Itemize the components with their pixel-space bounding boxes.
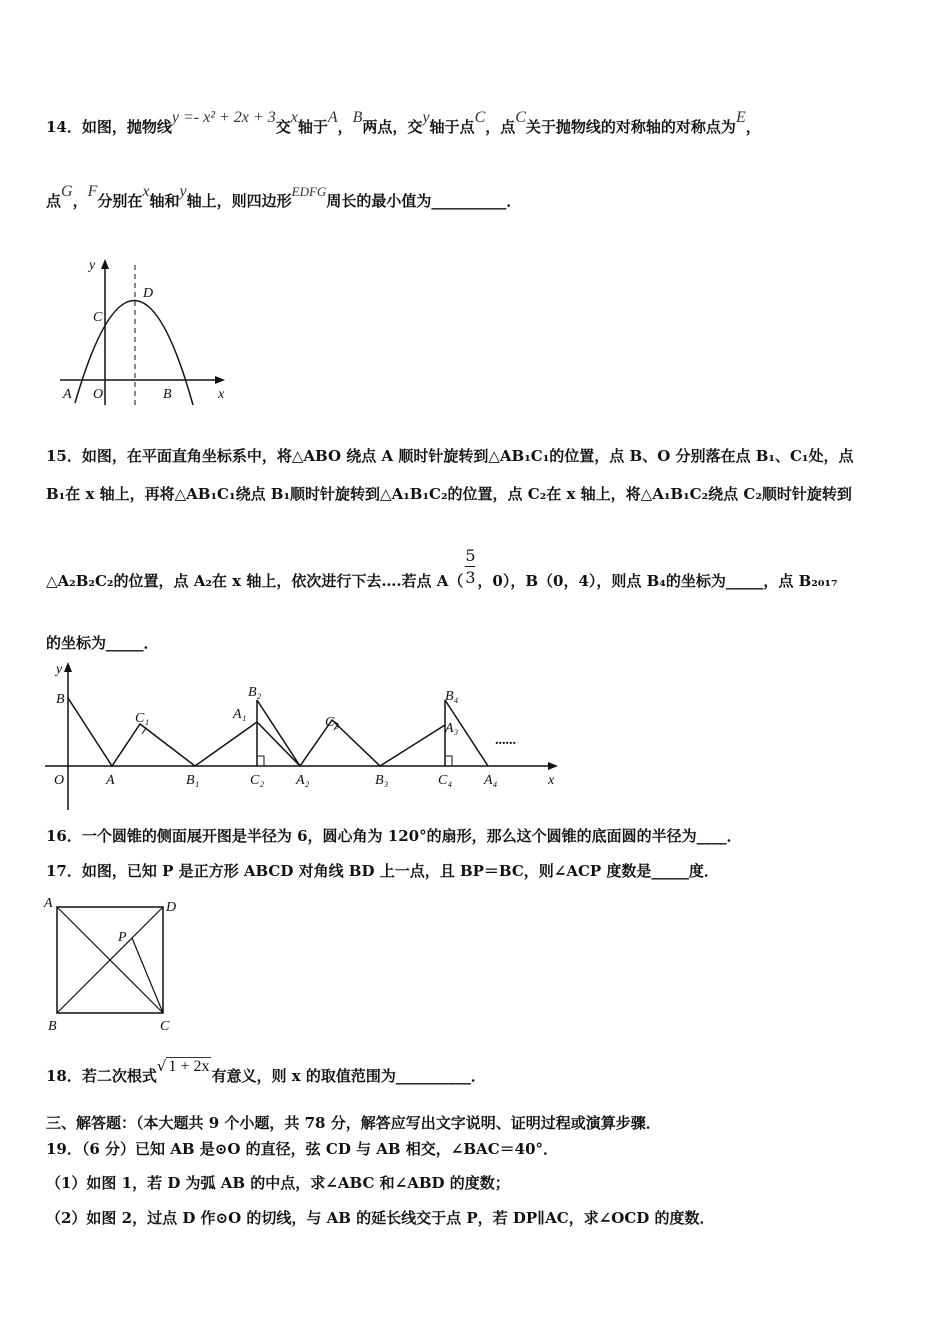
fraction-5-3 [463, 546, 477, 592]
label-C4: C₄ [438, 773, 453, 788]
label-C3: C₃ [325, 715, 340, 730]
sqrt-expression: √ 1 + 2x [156, 1057, 210, 1075]
label-O: O [54, 773, 65, 788]
q14-text: 点 [46, 192, 62, 210]
q18-text [46, 1057, 486, 1086]
q17-text: 17．如图，已知 P 是正方形 ABCD 对角线 BD 上一点，且 BP＝BC，则∠ACP 度数是_____度． [46, 862, 719, 880]
label-x: x [548, 773, 555, 788]
label-ellipsis: ...... [495, 733, 516, 748]
label-x: x [218, 387, 225, 402]
q14-text: 轴和 [149, 192, 180, 210]
x-axis-arrow [215, 376, 225, 384]
q14-var: y [179, 183, 187, 200]
q14-text: 轴于 [297, 118, 328, 136]
label-A: A [63, 387, 72, 402]
label-B3: B₃ [375, 773, 389, 788]
q14-var: G [61, 183, 73, 200]
q14-var: E [735, 109, 746, 126]
q14-var: x [290, 109, 298, 126]
q15-text: △A₂B₂C₂的位置，点 A₂在 x 轴上，依次进行下去….若点 A（ [46, 572, 464, 590]
q14-text: 14．如图，抛物线 [46, 118, 172, 136]
q14-line2 [46, 183, 522, 211]
right-angle-mark [445, 756, 452, 766]
label-C2: C₂ [250, 773, 265, 788]
label-y: y [89, 258, 96, 273]
label-y: y [56, 662, 63, 677]
frac-bar [465, 566, 475, 567]
label-B1: B₁ [186, 773, 200, 788]
label-A: A [106, 773, 115, 788]
q14-var: F [87, 183, 98, 200]
q19-part1: （1）如图 1，若 D 为弧 AB 的中点，求∠ABC 和∠ABD 的度数； [46, 1174, 510, 1192]
q14-var: x [142, 183, 150, 200]
q16-text: 16．一个圆锥的侧面展开图是半径为 6，圆心角为 120°的扇形，那么这个圆锥的底面圆的半径为____． [46, 827, 742, 845]
q14-text: 分别在 [97, 192, 143, 210]
q14-text: 周长的最小值为__________． [326, 192, 522, 210]
q19-intro: 19．（6 分）已知 AB 是⊙O 的直径，弦 CD 与 AB 相交，∠BAC＝40°． [46, 1140, 559, 1158]
q14-parabola-figure [55, 255, 245, 415]
frac-den: 3 [465, 568, 476, 587]
q14-var: y [422, 109, 430, 126]
q18-text-part: 18．若二次根式 [46, 1067, 157, 1085]
q14-var: C [474, 109, 486, 126]
q14-text: ， [337, 118, 353, 136]
q14-var: B [352, 109, 363, 126]
x-axis-arrow [548, 762, 558, 770]
q14-text: ， [745, 118, 761, 136]
q14-text: ，点 [485, 118, 516, 136]
y-axis-arrow [64, 662, 72, 672]
label-C1: C₁ [135, 711, 150, 726]
q15-line2: B₁在 x 轴上，再将△AB₁C₁绕点 B₁顺时针旋转到△A₁B₁C₂的位置，点 C₂在 x 轴上，将△A₁B₁C₂绕点 C₂顺时针旋转到 [46, 485, 852, 503]
segment-PC [132, 938, 163, 1013]
label-O: O [93, 387, 104, 402]
frac-num: 5 [465, 546, 476, 565]
q14-line1 [46, 109, 761, 137]
q17-square-figure [40, 893, 190, 1043]
section-heading: 三、解答题：（本大题共 9 个小题，共 78 分，解答应写出文字说明、证明过程或演算步骤． [46, 1114, 661, 1132]
label-B: B [56, 692, 65, 707]
label-A4: A₄ [484, 773, 498, 788]
q15-rotation-figure [40, 660, 570, 815]
q15-line1: 15．如图，在平面直角坐标系中，将△ABO 绕点 A 顺时针旋转到△AB₁C₁的位置，点 B、O 分别落在点 B₁、C₁处，点 [46, 447, 854, 465]
q14-var: C [515, 109, 526, 126]
label-B: B [48, 1019, 57, 1034]
label-D: D [143, 286, 154, 301]
q18-text-part: 有意义，则 x 的取值范围为__________． [211, 1067, 486, 1085]
q14-formula: y =- x² + 2x + 3 [171, 109, 276, 126]
label-A: A [44, 896, 53, 911]
q14-text: 轴上，则四边形 [186, 192, 292, 210]
q15-line3 [46, 546, 838, 592]
q14-var: A [327, 109, 338, 126]
label-B2: B₂ [248, 685, 262, 700]
q14-text: 两点，交 [362, 118, 423, 136]
right-angle-mark [257, 756, 264, 766]
label-D: D [166, 900, 177, 915]
q15-line4: 的坐标为_____． [46, 634, 159, 652]
q14-text: ， [72, 192, 88, 210]
label-P: P [118, 930, 127, 945]
label-C: C [160, 1019, 170, 1034]
label-A3: A₃ [445, 721, 459, 736]
label-C: C [93, 310, 103, 325]
q14-text: 轴于点 [429, 118, 475, 136]
radicand: 1 + 2x [168, 1058, 210, 1075]
y-axis-arrow [101, 259, 109, 269]
q14-text: 交 [275, 118, 291, 136]
label-A1: A₁ [233, 707, 247, 722]
q19-part2: （2）如图 2，过点 D 作⊙O 的切线，与 AB 的延长线交于点 P，若 DP∥AC，求∠OCD 的度数． [46, 1209, 715, 1227]
q15-text: ，0），B（0，4），则点 B₄的坐标为_____，点 B₂₀₁₇ [477, 572, 838, 590]
q14-var: EDFG [291, 184, 327, 199]
label-B: B [163, 387, 172, 402]
label-A2: A₂ [296, 773, 310, 788]
q14-text: 关于抛物线的对称轴的对称点为 [525, 118, 736, 136]
label-B4: B₄ [445, 689, 459, 704]
